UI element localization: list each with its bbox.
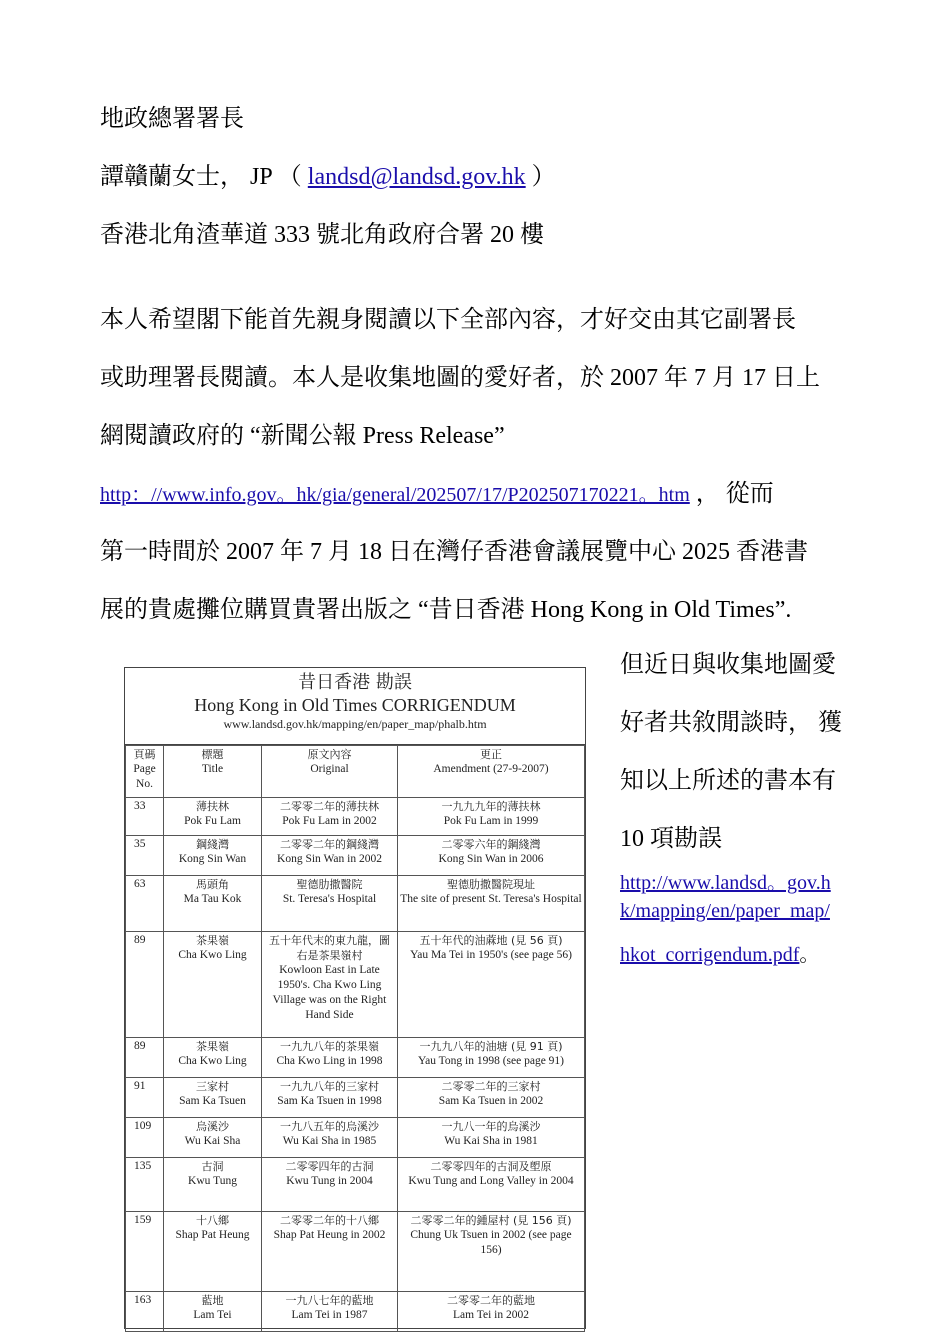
right-line-4: 10 項勘誤 bbox=[620, 826, 722, 852]
corrigendum-url: www.landsd.gov.hk/mapping/en/paper_map/phalb.htm bbox=[223, 717, 487, 731]
press-release-link[interactable]: http：//www.info.gov。hk/gia/general/202507/17/P202507170221。htm bbox=[100, 484, 690, 506]
paragraph-line-4 bbox=[100, 478, 774, 511]
addressee-name: 譚贛蘭女士， JP （ bbox=[100, 164, 302, 190]
cell-amend: 二零零六年的鋼綫灣 Kong Sin Wan in 2006 bbox=[398, 836, 585, 876]
cell-pg: 35 bbox=[126, 836, 164, 876]
cell-orig: 二零零二年的鋼綫灣 Kong Sin Wan in 2002 bbox=[262, 836, 398, 876]
header-title: 標題 Title bbox=[164, 746, 262, 798]
cell-title: 古洞 Kwu Tung bbox=[164, 1158, 262, 1212]
table-row bbox=[126, 1292, 585, 1332]
addressee-email-link[interactable]: landsd@landsd.gov.hk bbox=[307, 164, 526, 190]
cell-pg: 109 bbox=[126, 1118, 164, 1158]
cell-orig: 五十年代末的東九龍，圖右是茶果嶺村 Kowloon East in Late 1950's. Cha Kwo Ling Village was on the Right Hand Side bbox=[262, 932, 398, 1038]
cell-title: 薄扶林 Pok Fu Lam bbox=[164, 798, 262, 836]
cell-title: 三家村 Sam Ka Tsuen bbox=[164, 1078, 262, 1118]
header-original: 原文內容 Original bbox=[262, 746, 398, 798]
cell-pg: 135 bbox=[126, 1158, 164, 1212]
cell-orig: 一九九八年的三家村 Sam Ka Tsuen in 1998 bbox=[262, 1078, 398, 1118]
cell-orig: 二零零二年的十八鄉 Shap Pat Heung in 2002 bbox=[262, 1212, 398, 1292]
addressee-close: ） bbox=[531, 164, 556, 190]
corrigendum-link-line-1[interactable]: http://www.landsd。gov.h bbox=[620, 872, 831, 894]
corrigendum-grid bbox=[125, 745, 585, 1332]
table-row bbox=[126, 1212, 585, 1292]
cell-title: 馬頭角 Ma Tau Kok bbox=[164, 876, 262, 932]
addressee-title: 地政總署署長 bbox=[100, 106, 244, 132]
cell-amend: 聖德肋撒醫院現址 The site of present St. Teresa's Hospital bbox=[398, 876, 585, 932]
paragraph-line-3: 網閱讀政府的 “新聞公報 Press Release” bbox=[100, 423, 505, 449]
header-amendment: 更正 Amendment (27-9-2007) bbox=[398, 746, 585, 798]
cell-pg: 159 bbox=[126, 1212, 164, 1292]
cell-pg: 89 bbox=[126, 932, 164, 1038]
corrigendum-link-line-2[interactable]: k/mapping/en/paper_map/ bbox=[620, 900, 830, 922]
cell-pg: 33 bbox=[126, 798, 164, 836]
cell-orig: 二零零二年的薄扶林 Pok Fu Lam in 2002 bbox=[262, 798, 398, 836]
cell-title: 藍地 Lam Tei bbox=[164, 1292, 262, 1332]
table-row bbox=[126, 798, 585, 836]
right-line-2: 好者共敘閒談時， 獲 bbox=[620, 710, 842, 736]
cell-amend: 一九八一年的烏溪沙 Wu Kai Sha in 1981 bbox=[398, 1118, 585, 1158]
paragraph-line-4-tail: ， 從而 bbox=[695, 481, 774, 507]
cell-orig: 一九八五年的烏溪沙 Wu Kai Sha in 1985 bbox=[262, 1118, 398, 1158]
table-row bbox=[126, 1118, 585, 1158]
address: 香港北角渣華道 333 號北角政府合署 20 樓 bbox=[100, 222, 544, 248]
table-row bbox=[126, 1038, 585, 1078]
cell-amend: 一九九九年的薄扶林 Pok Fu Lam in 1999 bbox=[398, 798, 585, 836]
cell-title: 十八鄉 Shap Pat Heung bbox=[164, 1212, 262, 1292]
cell-pg: 63 bbox=[126, 876, 164, 932]
paragraph-line-6: 展的貴處攤位購買貴署出版之 “昔日香港 Hong Kong in Old Times”. bbox=[100, 597, 792, 623]
header-page: 頁碼 Page No. bbox=[126, 746, 164, 798]
corrigendum-title-en: Hong Kong in Old Times CORRIGENDUM bbox=[194, 695, 516, 715]
cell-pg: 163 bbox=[126, 1292, 164, 1332]
table-row bbox=[126, 932, 585, 1038]
cell-orig: 一九九八年的茶果嶺 Cha Kwo Ling in 1998 bbox=[262, 1038, 398, 1078]
period: 。 bbox=[799, 944, 820, 966]
cell-title: 茶果嶺 Cha Kwo Ling bbox=[164, 1038, 262, 1078]
right-line-1: 但近日與收集地圖愛 bbox=[620, 652, 836, 678]
cell-orig: 一九八七年的藍地 Lam Tei in 1987 bbox=[262, 1292, 398, 1332]
cell-amend: 二零零二年的鍾屋村 (見 156 頁) Chung Uk Tsuen in 2002 (see page 156) bbox=[398, 1212, 585, 1292]
table-row bbox=[126, 836, 585, 876]
cell-amend: 五十年代的油蔴地 (見 56 頁) Yau Ma Tei in 1950's (see page 56) bbox=[398, 932, 585, 1038]
corrigendum-table-image bbox=[124, 667, 586, 1329]
cell-title: 茶果嶺 Cha Kwo Ling bbox=[164, 932, 262, 1038]
paragraph-line-2: 或助理署長閱讀。本人是收集地圖的愛好者，於 2007 年 7 月 17 日上 bbox=[100, 365, 820, 391]
cell-orig: 二零零四年的古洞 Kwu Tung in 2004 bbox=[262, 1158, 398, 1212]
corrigendum-header bbox=[125, 672, 585, 745]
cell-pg: 89 bbox=[126, 1038, 164, 1078]
addressee-line bbox=[100, 161, 556, 193]
cell-amend: 二零零二年的三家村 Sam Ka Tsuen in 2002 bbox=[398, 1078, 585, 1118]
table-row bbox=[126, 1158, 585, 1212]
cell-title: 烏溪沙 Wu Kai Sha bbox=[164, 1118, 262, 1158]
cell-amend: 二零零四年的古洞及塱原 Kwu Tung and Long Valley in 2004 bbox=[398, 1158, 585, 1212]
paragraph-line-1: 本人希望閣下能首先親身閱讀以下全部內容，才好交由其它副署長 bbox=[100, 307, 796, 333]
cell-amend: 一九九八年的油塘 (見 91 頁) Yau Tong in 1998 (see page 91) bbox=[398, 1038, 585, 1078]
corrigendum-link-line-3 bbox=[620, 942, 819, 968]
cell-pg: 91 bbox=[126, 1078, 164, 1118]
table-row bbox=[126, 1078, 585, 1118]
paragraph-line-5: 第一時間於 2007 年 7 月 18 日在灣仔香港會議展覽中心 2025 香港書 bbox=[100, 539, 808, 565]
cell-title: 鋼綫灣 Kong Sin Wan bbox=[164, 836, 262, 876]
table-row bbox=[126, 876, 585, 932]
corrigendum-link-end[interactable]: hkot_corrigendum.pdf bbox=[620, 944, 800, 966]
right-line-3: 知以上所述的書本有 bbox=[620, 768, 836, 794]
corrigendum-title-cn: 昔日香港 勘誤 bbox=[298, 672, 412, 693]
cell-amend: 二零零二年的藍地 Lam Tei in 2002 bbox=[398, 1292, 585, 1332]
cell-orig: 聖德肋撒醫院 St. Teresa's Hospital bbox=[262, 876, 398, 932]
corrigendum-header-row bbox=[126, 746, 585, 798]
